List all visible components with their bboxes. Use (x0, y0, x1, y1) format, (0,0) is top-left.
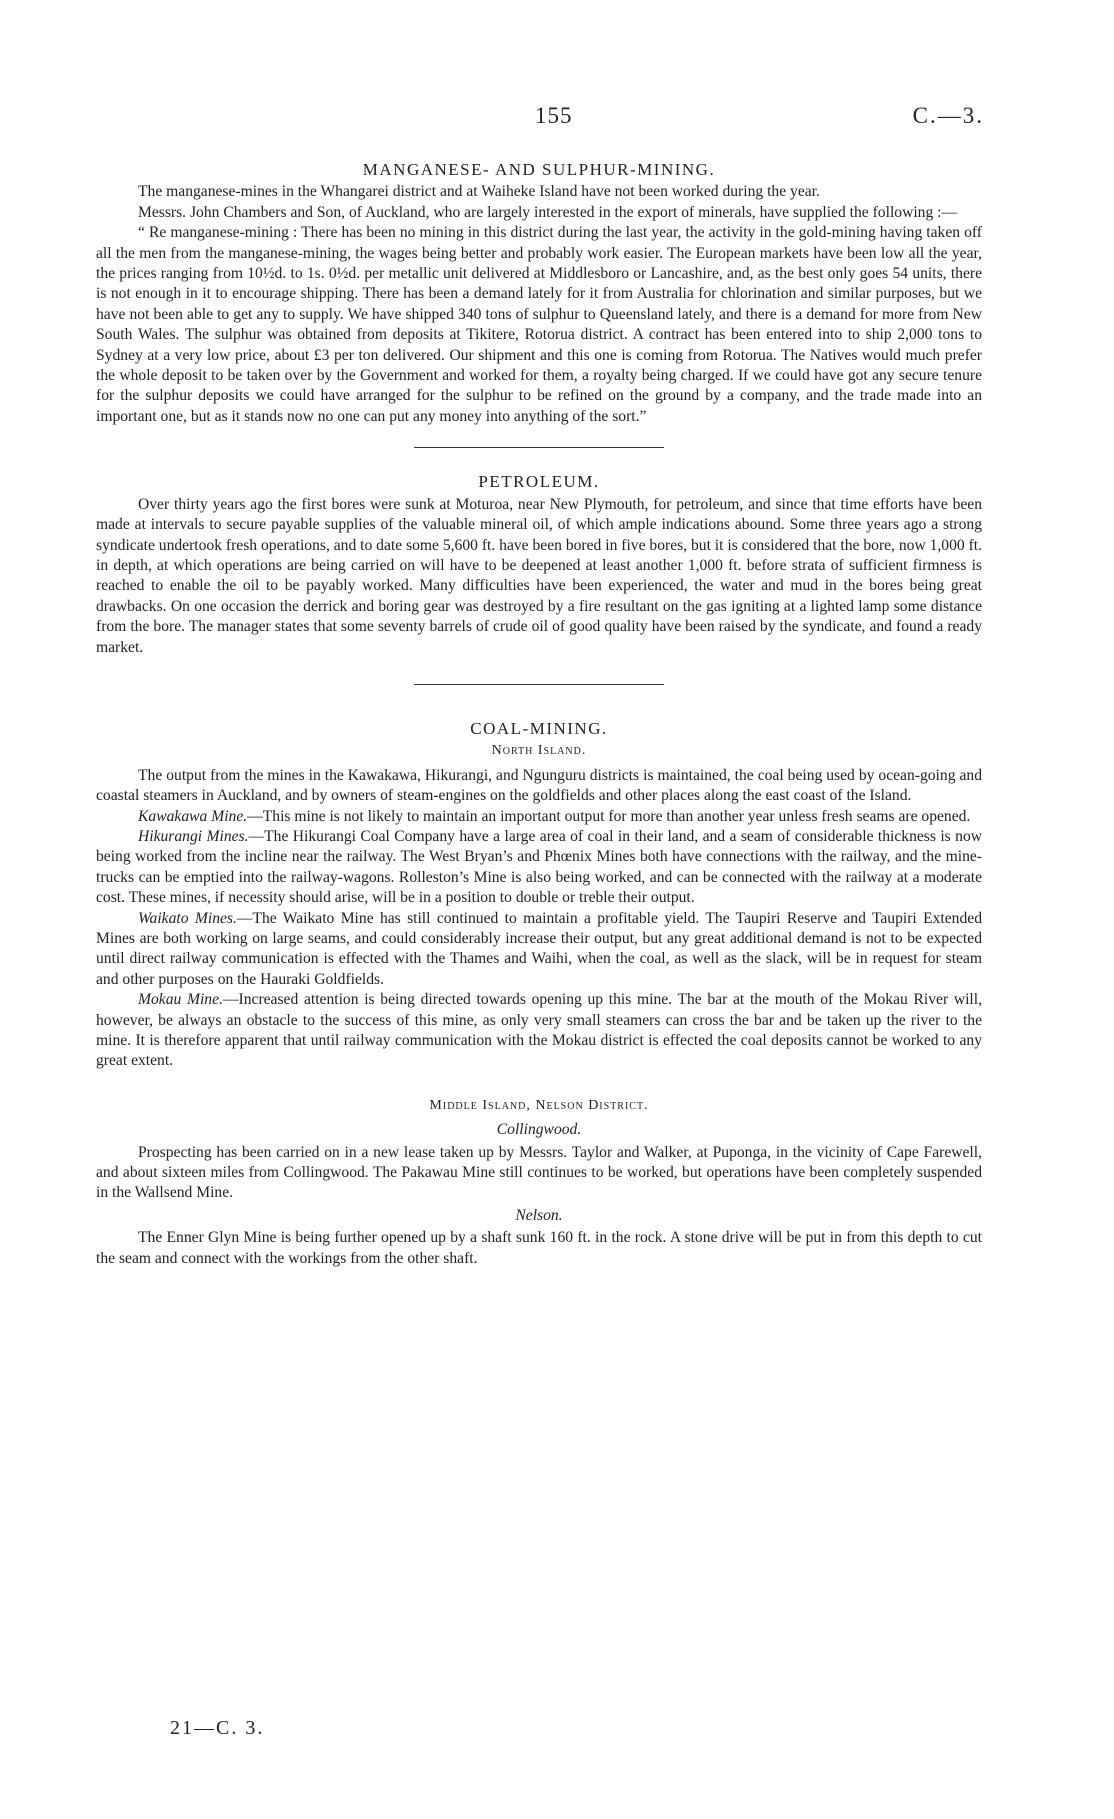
hikurangi-text: —The Hikurangi Coal Company have a large area of coal in their land, and a seam of considerable thickness is now being worked from the incline near the railway. The West Bryan’s and Phœnix Mines both have connections with the railway, and the mine-trucks can be emptied into the railway-wagons. Rolleston’s Mine is also being worked, and can be connected with the railway at a moderate cost. These mines, if necessity should arise, will be in a position to double or treble their output. (96, 827, 982, 907)
nelson-subtitle: Nelson. (515, 1206, 563, 1224)
kawakawa-text: —This mine is not likely to maintain an important output for more than another year unless fresh seams are opened. (247, 807, 971, 825)
manganese-paragraph-1: The manganese-mines in the Whangarei district and at Waiheke Island have not been worked during the year. (138, 183, 820, 201)
manganese-section-title: MANGANESE- AND SULPHUR-MINING. (362, 160, 716, 179)
waikato-paragraph (96, 909, 982, 991)
mokau-paragraph (96, 990, 982, 1072)
page-content (96, 160, 982, 1269)
coal-intro-paragraph: The output from the mines in the Kawakawa, Hikurangi, and Ngunguru districts is maintained, the coal being used by ocean-going and coastal steamers in Auckland, and by owners of steam-engines on the goldfields and other places along the east coast of the Island. (96, 766, 982, 805)
petroleum-section-title: PETROLEUM. (478, 472, 600, 492)
mokau-text: —Increased attention is being directed towards opening up this mine. The bar at the mouth of the Mokau River will, however, be always an obstacle to the success of this mine, as only very small steamers can cross the bar and be taken up the river to the mine. It is therefore apparent that until railway communication with the Mokau district is effected the coal deposits cannot be worked to any great extent. (96, 991, 982, 1070)
waikato-heading: Waikato Mines. (138, 909, 237, 927)
coal-section-title: COAL-MINING. (470, 718, 608, 738)
kawakawa-paragraph (96, 807, 982, 827)
waikato-text: —The Waikato Mine has still continued to maintain a profitable yield. The Taupiri Reserve and Taupiri Extended Mines are both working on large seams, and could considerably increase their output, but any great additional demand is not to be expected until direct railway communication is effected with the Thames and Waihi, when the coal, as well as the slack, will be in request for steam and other purposes on the Hauraki Goldfields. (96, 909, 982, 988)
hikurangi-heading: Hikurangi Mines. (138, 827, 249, 845)
middle-island-subtitle: Middle Island, Nelson District. (429, 1097, 649, 1113)
manganese-quote-paragraph: “ Re manganese-mining : There has been no mining in this district during the last year, the activity in the gold-mining having taken off all the men from the manganese-mining, the wages being better and probably work easier. The European markets have been low all the year, the prices ranging from 10½d. to 1s. 0½d. per metallic unit delivered at Middlesboro or Lancashire, and, as the best only goes 54 units, there is not enough in it to encourage shipping. There has been a demand lately for it from Australia for chlorination and similar purposes, but we have not been able to get any to supply. We have shipped 340 tons of sulphur to Queensland lately, and there is a demand for more from New South Wales. The sulphur was obtained from deposits at Tikitere, Rotorua district. A contract has been entered into to ship 2,000 tons to Sydney at a very low price, about £3 per ton delivered. Our shipment and this one is coming from Rotorua. The Natives would much prefer the whole deposit to be taken over by the Government and worked for them, a royalty being charged. If we could have got any secure tenure for the sulphur deposits we could have arranged for the sulphur to be refined on the ground by a company, and the trade made into an important one, but as it stands now no one can put any money into anything of the sort.” (96, 224, 982, 425)
petroleum-paragraph: Over thirty years ago the first bores were sunk at Moturoa, near New Plymouth, for petroleum, and since that time efforts have been made at intervals to secure payable supplies of the valuable mineral oil, of which ample indications abound. Some three years ago a strong syndicate undertook fresh operations, and to date some 5,600 ft. have been bored in five bores, but it is considered that the bore, now 1,000 ft. in depth, at which operations are being carried on will have to be deepened at least another 1,000 ft. before strata of sufficient firmness is reached to enable the oil to be payably worked. Many difficulties have been experienced, the water and mud in the bores being great drawbacks. On one occasion the derrick and boring gear was destroyed by a fire resultant on the gas igniting at a lighted lamp some distance from the bore. The manager states that some seventy barrels of crude oil of good quality have been raised by the syndicate, and found a ready market. (96, 495, 983, 656)
collingwood-subtitle: Collingwood. (496, 1121, 582, 1139)
kawakawa-heading: Kawakawa Mine. (138, 807, 248, 825)
signature-mark: 21—C. 3. (170, 1717, 265, 1739)
manganese-paragraph-2: Messrs. John Chambers and Son, of Auckland, who are largely interested in the export of minerals, have supplied the following :— (138, 203, 958, 221)
nelson-paragraph: The Enner Glyn Mine is being further opened up by a shaft sunk 160 ft. in the rock. A stone drive will be put in from this depth to cut the seam and connect with the workings from the other shaft. (96, 1229, 982, 1267)
hikurangi-paragraph (96, 827, 982, 909)
collingwood-paragraph: Prospecting has been carried on in a new lease taken up by Messrs. Taylor and Walker, at Puponga, in the vicinity of Cape Farewell, and about sixteen miles from Collingwood. The Pakawau Mine still continues to be worked, but operations have been completely suspended in the Wallsend Mine. (96, 1143, 982, 1202)
mokau-heading: Mokau Mine. (138, 991, 223, 1009)
document-reference: C.—3. (912, 103, 984, 128)
north-island-subtitle: North Island. (491, 743, 587, 759)
page-header (0, 103, 1114, 133)
page-number: 155 (535, 103, 573, 128)
